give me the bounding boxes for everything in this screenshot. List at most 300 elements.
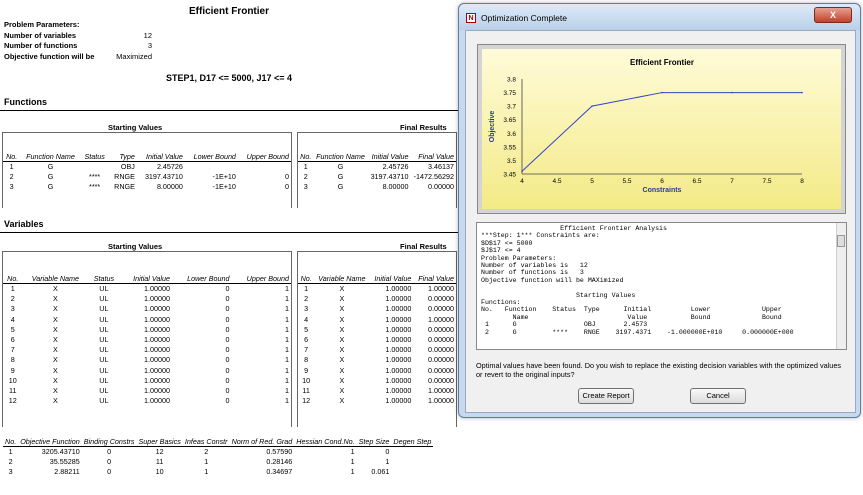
x-tick-label: 4.5 bbox=[552, 178, 562, 185]
table-row bbox=[298, 325, 456, 335]
y-tick-label: 3.75 bbox=[503, 90, 516, 98]
table-cell: 0 bbox=[107, 457, 112, 467]
table-cell: 1.00000 bbox=[385, 396, 412, 406]
data-point bbox=[801, 92, 803, 94]
column-header: Initial Value bbox=[369, 274, 413, 284]
table-cell: G bbox=[47, 162, 54, 171]
scrollbar-thumb[interactable] bbox=[837, 235, 845, 247]
column-header: Initial Value bbox=[120, 274, 172, 284]
iterations-table bbox=[3, 437, 433, 478]
table-cell: X bbox=[339, 355, 345, 365]
table-cell: 9 bbox=[304, 365, 309, 375]
table-cell: 0 bbox=[225, 396, 230, 406]
table-cell: X bbox=[339, 324, 345, 334]
table-cell: 0 bbox=[385, 447, 390, 456]
table-cell: 0.00000 bbox=[428, 335, 454, 345]
table-cell: UL bbox=[99, 365, 109, 375]
problem-parameters bbox=[4, 20, 152, 62]
efficient-frontier-chart bbox=[482, 49, 841, 209]
table-cell: 2.88211 bbox=[54, 467, 80, 477]
column-header: Initial Value bbox=[137, 152, 185, 162]
variables-final-table bbox=[298, 274, 456, 406]
table-cell: RNGE bbox=[114, 182, 135, 192]
table-cell: UL bbox=[99, 314, 109, 324]
cancel-button[interactable]: Cancel bbox=[690, 388, 746, 404]
table-cell bbox=[391, 467, 433, 477]
table-row bbox=[298, 172, 456, 182]
x-tick-label: 5 bbox=[590, 178, 594, 185]
column-header: Variable Name bbox=[22, 274, 88, 284]
table-cell: 2 bbox=[9, 172, 14, 182]
table-row bbox=[3, 325, 291, 335]
table-cell: 1 bbox=[285, 335, 289, 345]
table-cell: 1.00000 bbox=[144, 304, 171, 314]
table-cell: 1 bbox=[285, 324, 289, 334]
table-cell: X bbox=[339, 396, 345, 406]
analysis-text: Efficient Frontier Analysis ***Step: 1*** Constraints are: $D$17 <= 5000 $J$17 <= 4 Problem Parameters: Number of variables is 12 Number of functions is 3 Objective function will be MAXimized Starting Values Functions: No. Function Status Type Initial Lower Upper Name Value Bound Bound 1 G OBJ 2.4573 2 G **** RNGE 3197.4371 -1.000000E+010 0.000000E+000 bbox=[481, 225, 794, 336]
analysis-textbox[interactable] bbox=[476, 222, 847, 350]
param-row: Objective function will be Maximized bbox=[4, 51, 152, 61]
table-cell: 11 bbox=[155, 457, 164, 467]
table-cell: X bbox=[339, 375, 345, 385]
column-header: Infeas Constr bbox=[184, 437, 228, 446]
table-cell: 1.00000 bbox=[428, 284, 454, 293]
table-cell: 1.00000 bbox=[144, 294, 171, 304]
table-cell: 0 bbox=[225, 284, 230, 293]
table-cell bbox=[81, 162, 109, 173]
column-header: Function Name bbox=[20, 152, 80, 162]
table-row bbox=[3, 366, 291, 376]
table-cell: X bbox=[52, 324, 58, 334]
table-cell: UL bbox=[99, 355, 109, 365]
table-cell: 1.00000 bbox=[144, 386, 171, 396]
column-header: No. bbox=[298, 274, 314, 284]
param-row: Number of variables 12 bbox=[4, 30, 152, 40]
column-header: Variable Name bbox=[314, 274, 369, 284]
table-cell: 2.45726 bbox=[156, 162, 183, 171]
params-heading: Problem Parameters: bbox=[4, 20, 80, 29]
step-title: STEP1, D17 <= 5000, J17 <= 4 bbox=[165, 73, 293, 83]
table-row bbox=[298, 355, 456, 365]
table-cell: 0 bbox=[285, 182, 289, 192]
table-cell: 0.00000 bbox=[428, 304, 454, 314]
table-cell: 1 bbox=[285, 314, 289, 324]
table-row bbox=[3, 284, 291, 295]
table-cell: 0 bbox=[225, 335, 230, 345]
table-cell: 1 bbox=[285, 294, 289, 304]
table-cell: 1 bbox=[285, 365, 289, 375]
table-cell: 1.00000 bbox=[385, 386, 412, 396]
divider bbox=[0, 110, 458, 111]
table-row bbox=[298, 162, 456, 173]
column-header: Final Value bbox=[411, 152, 456, 162]
table-cell: 2 bbox=[303, 172, 308, 182]
table-cell: 0 bbox=[107, 467, 112, 477]
table-cell: -1E+10 bbox=[212, 182, 236, 192]
table-cell: 0 bbox=[225, 386, 230, 396]
table-cell: UL bbox=[99, 396, 109, 406]
chart-frame bbox=[477, 44, 846, 214]
chart-panel bbox=[482, 49, 841, 209]
table-cell: UL bbox=[99, 386, 109, 396]
table-cell: 4 bbox=[304, 314, 309, 324]
header-row bbox=[3, 152, 291, 162]
column-header: Status bbox=[81, 152, 109, 162]
table-cell: 1.00000 bbox=[144, 396, 171, 406]
table-cell: 2 bbox=[304, 294, 309, 304]
table-cell: UL bbox=[99, 304, 109, 314]
table-cell: 1 bbox=[304, 284, 309, 293]
table-row bbox=[3, 396, 291, 406]
table-row bbox=[298, 396, 456, 406]
column-header: Function Name bbox=[314, 152, 368, 162]
table-row bbox=[298, 182, 456, 192]
table-row bbox=[3, 386, 291, 396]
table-cell: 0 bbox=[225, 375, 230, 385]
table-row bbox=[3, 182, 291, 192]
table-cell: 8 bbox=[10, 355, 15, 365]
table-row bbox=[3, 447, 433, 458]
table-cell: 9 bbox=[10, 365, 15, 375]
chart-title: Efficient Frontier bbox=[629, 58, 695, 67]
table-cell: 3 bbox=[303, 182, 308, 192]
table-row bbox=[3, 345, 291, 355]
table-cell: 2.45726 bbox=[382, 162, 409, 171]
table-cell: 1 bbox=[204, 467, 209, 477]
table-cell: 1.00000 bbox=[385, 365, 412, 375]
table-cell: 3 bbox=[8, 467, 13, 477]
table-cell bbox=[238, 162, 291, 173]
table-cell: 1 bbox=[285, 386, 289, 396]
table-cell: 1.00000 bbox=[144, 314, 171, 324]
final-results-label: Final Results bbox=[400, 123, 447, 132]
column-header: No. bbox=[298, 152, 314, 162]
table-cell: 1.00000 bbox=[385, 324, 412, 334]
table-cell: 0 bbox=[225, 304, 230, 314]
table-cell: 7 bbox=[304, 345, 309, 355]
divider bbox=[0, 232, 458, 233]
table-cell: **** bbox=[89, 172, 101, 182]
create-report-button[interactable]: Create Report bbox=[578, 388, 634, 404]
param-row: Number of functions 3 bbox=[4, 41, 152, 50]
column-header: Type bbox=[109, 152, 137, 162]
table-row bbox=[298, 294, 456, 304]
functions-start-table bbox=[3, 152, 291, 193]
header-row bbox=[298, 152, 456, 162]
app-icon: N bbox=[466, 13, 476, 23]
table-cell: 1.00000 bbox=[428, 396, 454, 406]
dialog-titlebar[interactable] bbox=[459, 4, 860, 30]
table-cell: 5 bbox=[10, 324, 15, 334]
table-cell: 1.00000 bbox=[144, 284, 171, 293]
table-cell: 1.00000 bbox=[385, 314, 412, 324]
table-row bbox=[3, 304, 291, 314]
x-axis-label: Constraints bbox=[642, 187, 682, 194]
table-cell: 35.55285 bbox=[49, 457, 80, 467]
table-cell: X bbox=[339, 335, 345, 345]
x-tick-label: 7.5 bbox=[762, 178, 772, 185]
table-cell: X bbox=[52, 294, 58, 304]
table-cell: 1 bbox=[10, 284, 15, 293]
table-cell: 3197.43710 bbox=[370, 172, 409, 182]
table-cell: 1.00000 bbox=[144, 375, 171, 385]
table-cell: 8.00000 bbox=[156, 182, 183, 192]
column-header: No. bbox=[5, 437, 17, 446]
table-cell: -1472.56292 bbox=[413, 172, 454, 182]
table-cell: 1 bbox=[285, 345, 289, 355]
table-cell: 10 bbox=[8, 375, 17, 385]
table-cell: 0 bbox=[225, 324, 230, 334]
table-cell: 1.00000 bbox=[428, 314, 454, 324]
table-cell: X bbox=[339, 365, 345, 375]
table-cell: 4 bbox=[10, 314, 15, 324]
table-cell: 1.00000 bbox=[144, 365, 171, 375]
table-cell: 1.00000 bbox=[385, 335, 412, 345]
table-cell: 12 bbox=[8, 396, 17, 406]
scrollbar[interactable] bbox=[836, 223, 846, 349]
dialog-body bbox=[465, 30, 856, 413]
data-point bbox=[591, 105, 593, 107]
table-cell: X bbox=[52, 365, 58, 375]
table-cell: 3 bbox=[10, 304, 15, 314]
table-cell: UL bbox=[99, 335, 109, 345]
table-cell: 0.34697 bbox=[266, 467, 293, 477]
column-header: Upper Bound bbox=[238, 152, 291, 162]
table-cell: X bbox=[52, 304, 58, 314]
table-cell: 3 bbox=[304, 304, 309, 314]
table-cell: 0.00000 bbox=[428, 294, 454, 304]
x-tick-label: 8 bbox=[800, 178, 804, 185]
table-row bbox=[3, 467, 433, 477]
table-cell: UL bbox=[99, 375, 109, 385]
column-header: Hessian Cond.No. bbox=[296, 437, 355, 446]
table-row bbox=[298, 366, 456, 376]
table-row bbox=[3, 162, 291, 173]
data-point bbox=[521, 170, 523, 172]
table-cell: X bbox=[52, 314, 58, 324]
column-header: Degen Step bbox=[393, 437, 432, 446]
table-cell: 3.46137 bbox=[428, 162, 454, 171]
y-tick-label: 3.45 bbox=[503, 171, 516, 179]
y-tick-label: 3.5 bbox=[506, 157, 516, 165]
table-cell: 1.00000 bbox=[385, 345, 412, 355]
table-row bbox=[298, 315, 456, 325]
table-row bbox=[3, 335, 291, 345]
table-cell: X bbox=[52, 386, 58, 396]
table-cell: 8.00000 bbox=[382, 182, 409, 192]
series-line bbox=[522, 93, 802, 172]
table-cell: 7 bbox=[10, 345, 15, 355]
table-cell: 1 bbox=[9, 162, 14, 171]
table-cell: 11 bbox=[302, 386, 310, 396]
table-cell: 1.00000 bbox=[385, 284, 412, 293]
table-row bbox=[3, 294, 291, 304]
x-tick-label: 4 bbox=[520, 178, 524, 185]
table-cell: 11 bbox=[9, 386, 17, 396]
table-cell: 1.00000 bbox=[144, 345, 171, 355]
table-row bbox=[298, 345, 456, 355]
data-point bbox=[731, 92, 733, 94]
column-header: No. bbox=[3, 152, 20, 162]
column-header: Lower Bound bbox=[185, 152, 238, 162]
table-cell: 1 bbox=[385, 457, 390, 467]
table-cell: X bbox=[52, 375, 58, 385]
variables-heading: Variables bbox=[4, 219, 44, 229]
table-row bbox=[3, 457, 433, 467]
table-cell bbox=[391, 447, 433, 458]
table-cell: 6 bbox=[304, 335, 309, 345]
table-cell: G bbox=[337, 172, 344, 182]
table-cell: 1.00000 bbox=[385, 304, 412, 314]
table-cell: G bbox=[47, 182, 54, 192]
final-results-label: Final Results bbox=[400, 242, 447, 251]
table-cell: 0.061 bbox=[371, 467, 390, 477]
y-tick-label: 3.6 bbox=[506, 130, 516, 138]
table-cell: 1 bbox=[8, 447, 13, 456]
table-cell: 0 bbox=[225, 294, 230, 304]
table-cell: 0 bbox=[285, 172, 289, 182]
table-cell: 0 bbox=[107, 447, 112, 456]
table-cell: 2 bbox=[204, 447, 209, 456]
column-header: Status bbox=[88, 274, 119, 284]
table-cell: G bbox=[47, 172, 54, 182]
table-cell: 1 bbox=[285, 304, 289, 314]
table-row bbox=[298, 284, 456, 295]
table-row bbox=[3, 315, 291, 325]
table-cell: 1 bbox=[285, 375, 289, 385]
table-cell: 1.00000 bbox=[144, 335, 171, 345]
table-row bbox=[298, 304, 456, 314]
table-cell: 1 bbox=[204, 457, 209, 467]
table-cell: 0.00000 bbox=[428, 324, 454, 334]
table-cell: 3 bbox=[9, 182, 14, 192]
table-cell: 1.00000 bbox=[385, 355, 412, 365]
table-cell: UL bbox=[99, 345, 109, 355]
y-tick-label: 3.55 bbox=[503, 144, 516, 152]
table-cell: 12 bbox=[155, 447, 164, 456]
starting-values-label: Starting Values bbox=[108, 242, 163, 251]
table-cell: 1.00000 bbox=[385, 294, 412, 304]
table-cell: 1 bbox=[285, 284, 289, 293]
table-cell: 0.00000 bbox=[428, 365, 454, 375]
table-cell: 0 bbox=[225, 365, 230, 375]
table-cell: X bbox=[339, 284, 345, 293]
table-cell: **** bbox=[89, 182, 101, 192]
table-cell: 3197.43710 bbox=[144, 172, 183, 182]
y-tick-label: 3.8 bbox=[506, 76, 516, 84]
dialog-title: Optimization Complete bbox=[481, 13, 567, 23]
column-header: Lower Bound bbox=[172, 274, 231, 284]
table-cell: 1.00000 bbox=[428, 386, 454, 396]
y-axis-label: Objective bbox=[489, 110, 496, 143]
table-cell: X bbox=[339, 304, 345, 314]
starting-values-label: Starting Values bbox=[108, 123, 163, 132]
y-tick-label: 3.65 bbox=[503, 117, 516, 125]
data-point bbox=[661, 92, 663, 94]
table-cell: -1E+10 bbox=[212, 172, 236, 182]
table-cell: G bbox=[337, 162, 344, 171]
table-cell: X bbox=[339, 345, 345, 355]
variables-start-table bbox=[3, 274, 291, 406]
table-cell: 0 bbox=[225, 345, 230, 355]
table-cell: 2 bbox=[8, 457, 13, 467]
table-cell: 1 bbox=[350, 457, 355, 467]
column-header: Binding Constrs bbox=[83, 437, 135, 446]
table-cell: 1.00000 bbox=[385, 375, 412, 385]
table-cell: 12 bbox=[302, 396, 311, 406]
table-row bbox=[298, 386, 456, 396]
table-cell: X bbox=[339, 386, 345, 396]
header-row bbox=[3, 437, 433, 447]
table-cell: RNGE bbox=[114, 172, 135, 182]
close-button[interactable]: X bbox=[814, 7, 852, 23]
x-tick-label: 6.5 bbox=[692, 178, 702, 185]
table-cell: 10 bbox=[155, 467, 164, 477]
table-cell bbox=[391, 457, 433, 467]
table-cell: X bbox=[339, 314, 345, 324]
table-cell: 0.00000 bbox=[428, 355, 454, 365]
table-cell: 8 bbox=[304, 355, 309, 365]
column-header: No. bbox=[3, 274, 22, 284]
column-header: Norm of Red. Grad bbox=[231, 437, 293, 446]
table-cell: 0.00000 bbox=[428, 375, 454, 385]
table-cell: 10 bbox=[302, 375, 311, 385]
table-cell: 5 bbox=[304, 324, 309, 334]
table-cell: UL bbox=[99, 294, 109, 304]
table-cell: 0.57590 bbox=[266, 447, 293, 456]
column-header: Step Size bbox=[358, 437, 390, 446]
table-cell: OBJ bbox=[120, 162, 135, 171]
column-header: Super Basics bbox=[138, 437, 181, 446]
functions-heading: Functions bbox=[4, 97, 47, 107]
header-row bbox=[298, 274, 456, 284]
table-cell: 1.00000 bbox=[144, 355, 171, 365]
table-row bbox=[298, 335, 456, 345]
table-cell: 0.28146 bbox=[266, 457, 293, 467]
table-cell: 1 bbox=[303, 162, 308, 171]
column-header: Final Value bbox=[413, 274, 456, 284]
table-cell: 0.00000 bbox=[428, 182, 454, 192]
table-cell: X bbox=[52, 355, 58, 365]
table-cell: UL bbox=[99, 284, 109, 293]
table-row bbox=[3, 376, 291, 386]
table-cell: 0 bbox=[225, 355, 230, 365]
table-cell: 1.00000 bbox=[144, 324, 171, 334]
report-title: Efficient Frontier bbox=[188, 6, 269, 17]
table-cell: X bbox=[52, 335, 58, 345]
dialog-message: Optimal values have been found. Do you wish to replace the existing decision variables with the optimized values or revert to the original inputs? bbox=[476, 361, 842, 379]
table-cell: X bbox=[52, 345, 58, 355]
table-cell: 1 bbox=[350, 447, 355, 456]
optimization-complete-dialog bbox=[458, 3, 861, 418]
table-cell: X bbox=[339, 294, 345, 304]
column-header: Objective Function bbox=[20, 437, 80, 446]
table-cell: 1 bbox=[350, 467, 355, 477]
table-cell: 2 bbox=[10, 294, 15, 304]
x-tick-label: 7 bbox=[730, 178, 734, 185]
table-cell: UL bbox=[99, 324, 109, 334]
table-cell: 0 bbox=[225, 314, 230, 324]
table-row bbox=[298, 376, 456, 386]
column-header: Initial Value bbox=[368, 152, 411, 162]
column-header: Upper Bound bbox=[231, 274, 291, 284]
table-row bbox=[3, 355, 291, 365]
table-cell bbox=[185, 162, 238, 173]
table-cell: 3205.43710 bbox=[41, 447, 80, 456]
x-tick-label: 5.5 bbox=[622, 178, 632, 185]
header-row bbox=[3, 274, 291, 284]
table-cell: 1 bbox=[285, 396, 289, 406]
